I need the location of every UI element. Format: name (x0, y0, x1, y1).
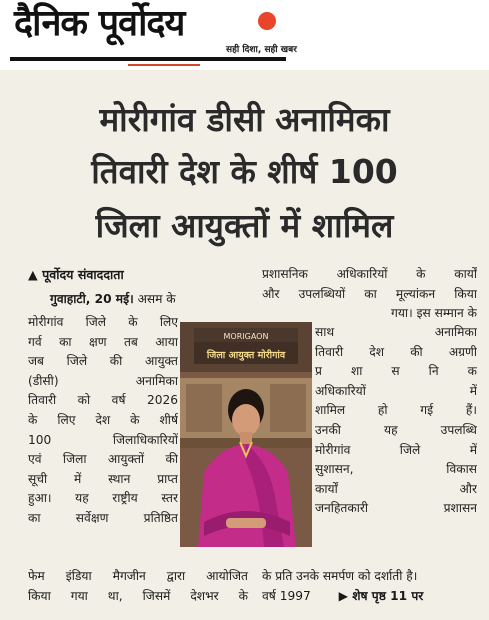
continuation-link[interactable] (339, 589, 424, 603)
article-line: शामिल हो गई हैं। (315, 403, 477, 418)
article-line: 100 जिलाधिकारियों (28, 432, 178, 447)
headline-line-2: तिवारी देश के शीर्ष 100 (91, 152, 398, 191)
article-line: जनहितकारी प्रशासन (315, 501, 477, 516)
article-line: मोरीगांव जिले में (315, 442, 477, 457)
office-sign-top: MORIGAON (223, 332, 269, 341)
article-line: के लिए देश के शीर्ष (28, 412, 178, 427)
article-line: उनकी यह उपलब्धि (315, 422, 477, 437)
article-line-last (262, 587, 477, 607)
article-line: और उपलब्धियों का मूल्यांकन किया (262, 286, 477, 301)
article-line: सुशासन, विकास (315, 462, 477, 477)
office-sign-main: जिला आयुक्त मोरीगांव (206, 350, 286, 361)
article-line: सूची में स्थान प्राप्त (28, 471, 178, 486)
portrait-illustration (180, 322, 312, 547)
dateline (50, 290, 248, 307)
byline (28, 266, 124, 283)
play-icon: ▶ (338, 588, 348, 603)
article-line: हुआ। यह राष्ट्रीय स्तर (28, 491, 178, 506)
article-bottom-right (262, 567, 477, 606)
article-column-right (315, 323, 477, 519)
article-line: जब जिले की आयुक्त (28, 354, 178, 369)
masthead-rule (10, 57, 286, 61)
article-line: किया गया था, जिसमें देशभर के (28, 588, 248, 603)
article-text: वर्ष 1997 (262, 588, 311, 603)
article-line: गया। इस सम्मान के (390, 306, 477, 321)
masthead-subrule (128, 64, 200, 66)
newspaper-brand: दैनिक पूर्वोदय (14, 3, 185, 44)
headline-line-3: जिला आयुक्तों में शामिल (95, 206, 394, 245)
article-line: कार्यों और (315, 481, 477, 496)
article-line: प्र शा स नि क (315, 364, 477, 379)
continuation-text: शेष पृष्ठ 11 पर (352, 588, 424, 603)
article-line: गर्व का क्षण तब आया (28, 334, 178, 349)
article-line: मोरीगांव जिले के लिए (28, 315, 178, 329)
masthead (0, 0, 489, 70)
brand-tagline: सही दिशा, सही खबर (226, 45, 297, 55)
article-column-right-top (262, 265, 477, 324)
article-line: का सर्वेक्षण प्रतिष्ठित (28, 510, 178, 525)
dc-portrait-photo (180, 322, 312, 547)
article-line: एवं जिला आयुक्तों की (28, 452, 178, 467)
article-line: के प्रति उनके समर्पण को दर्शाती है। (262, 569, 418, 583)
article-bottom-left (28, 567, 248, 606)
article-line: अधिकारियों में (315, 383, 477, 398)
article-line: तिवारी देश की अग्रणी (315, 344, 477, 359)
byline-text: पूर्वोदय संवाददाता (42, 267, 124, 282)
dateline-rest: असम के (137, 292, 176, 306)
dateline-place-date: गुवाहाटी, 20 मई। (50, 292, 134, 306)
article-line: (डीसी) अनामिका (28, 373, 178, 388)
triangle-icon: ▲ (28, 267, 38, 282)
article-line: तिवारी को वर्ष 2026 (28, 393, 178, 408)
article-line: प्रशासनिक अधिकारियों के कार्यों (262, 267, 477, 281)
article-line: साथ अनामिका (315, 325, 477, 339)
article-line: फेम इंडिया मैगजीन द्वारा आयोजित (28, 569, 248, 583)
brand-dot-icon (258, 12, 276, 30)
article-column-left (28, 313, 178, 529)
headline-line-1: मोरीगांव डीसी अनामिका (99, 100, 390, 139)
